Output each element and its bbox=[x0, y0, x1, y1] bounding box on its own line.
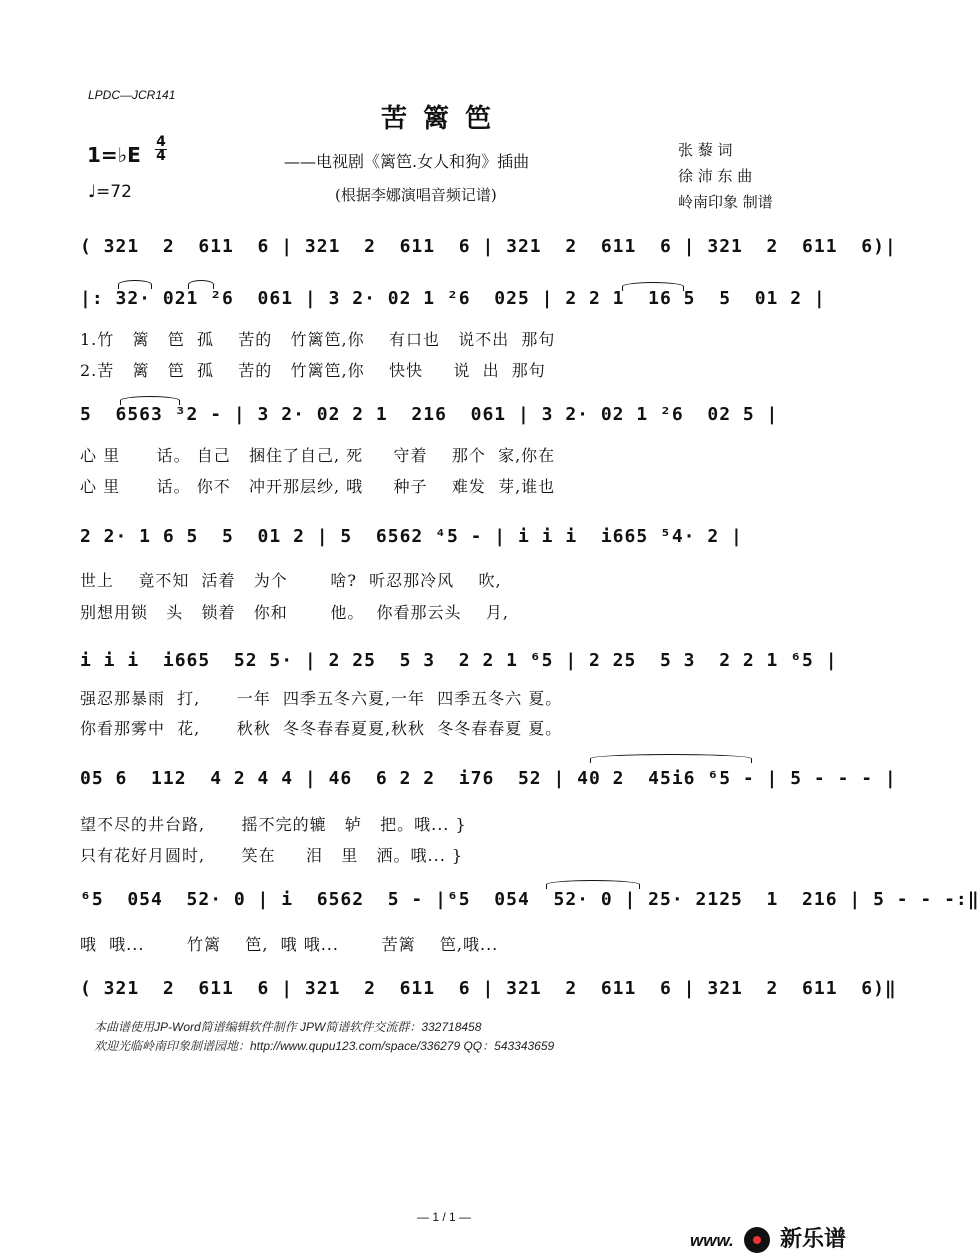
credits bbox=[678, 137, 773, 215]
footer-line-1: 本曲谱使用JP-Word简谱编辑软件制作 JPW简谱软件交流群：332718458 bbox=[94, 1020, 482, 1034]
score-row-1: |: 32· 021 ²6 061 | 3 2· 02 1 ²6 025 | 2 2 1 16 5 5 01 2 | bbox=[80, 288, 826, 309]
slur-mark bbox=[120, 396, 180, 405]
score-row-2: 5 6563 ³2 - | 3 2· 02 2 1 216 061 | 3 2· 02 1 ²6 02 5 | bbox=[80, 404, 779, 425]
slur-mark bbox=[622, 282, 684, 291]
footer-line-2: 欢迎光临岭南印象制谱园地：http://www.qupu123.com/space/336279 QQ：543343659 bbox=[94, 1039, 555, 1053]
footer-notes bbox=[94, 1018, 554, 1056]
transcription-note: (根据李娜演唱音频记谱) bbox=[335, 186, 497, 204]
time-signature bbox=[155, 136, 167, 163]
score-row-4: i i i i665 52 5· | 2 25 5 3 2 2 1 ⁶5 | 2 25 5 3 2 2 1 ⁶5 | bbox=[80, 650, 838, 671]
page-title: 苦篱笆 bbox=[380, 104, 507, 134]
composer-credit: 徐 沛 东 曲 bbox=[678, 167, 753, 185]
watermark-brand: 新乐谱 bbox=[780, 1226, 847, 1251]
slur-mark bbox=[118, 280, 152, 289]
score-row-3: 2 2· 1 6 5 5 01 2 | 5 6562 ⁴5 - | i i i i665 ⁵4· 2 | bbox=[80, 526, 743, 547]
slur-mark bbox=[546, 880, 640, 889]
time-signature-bottom: 4 bbox=[156, 148, 166, 164]
lyric-row-2b: 心 里 话。 你不 冲开那层纱, 哦 种子 难发 芽,谁也 bbox=[80, 477, 556, 496]
lyric-row-3a: 世上 竟不知 活着 为个 啥? 听忍那冷风 吹, bbox=[80, 571, 502, 590]
lyric-row-1b: 2.苦 篱 笆 孤 苦的 竹篱笆,你 快快 说 出 那句 bbox=[80, 361, 546, 380]
score-code: LPDC—JCR141 bbox=[88, 88, 176, 102]
lyric-row-1a: 1.竹 篱 笆 孤 苦的 竹篱笆,你 有口也 说不出 那句 bbox=[80, 330, 556, 349]
watermark-logo bbox=[690, 1222, 846, 1253]
tempo-marking: ♩=72 bbox=[88, 182, 132, 202]
lyric-row-3b: 别想用锁 头 锁着 你和 他。 你看那云头 月, bbox=[80, 603, 509, 622]
record-disc-icon bbox=[744, 1227, 770, 1253]
lyricist-credit: 张 藜 词 bbox=[678, 141, 733, 159]
slur-mark bbox=[590, 754, 752, 763]
watermark-url: www. bbox=[690, 1231, 734, 1250]
arranger-credit: 岭南印象 制谱 bbox=[678, 193, 773, 211]
score-row-6: ⁶5 054 52· 0 | i 6562 5 - |⁶5 054 52· 0 | 25· 2125 1 216 | 5 - - -:‖ bbox=[80, 889, 980, 910]
lyric-row-5a: 望不尽的井台路, 摇不完的辘 轳 把。哦... } bbox=[80, 815, 467, 834]
score-row-5: 05 6 112 4 2 4 4 | 46 6 2 2 i76 52 | 40 2 45i6 ⁶5 - | 5 - - - | bbox=[80, 768, 897, 789]
lyric-row-5b: 只有花好月圆时, 笑在 泪 里 洒。哦... } bbox=[80, 846, 464, 865]
lyric-row-4b: 你看那雾中 花, 秋秋 冬冬春春夏夏,秋秋 冬冬春春夏 夏。 bbox=[80, 719, 563, 738]
score-row-outro: ( 321 2 611 6 | 321 2 611 6 | 321 2 611 6 | 321 2 611 6)‖ bbox=[80, 978, 897, 999]
lyric-row-2a: 心 里 话。 自己 捆住了自己, 死 守着 那个 家,你在 bbox=[80, 446, 556, 465]
key-signature: 1=♭E bbox=[87, 143, 141, 167]
lyric-row-6: 哦 哦... 竹篱 笆, 哦 哦... 苦篱 笆,哦... bbox=[80, 935, 499, 954]
slur-mark bbox=[188, 280, 214, 289]
subtitle: ——电视剧《篱笆.女人和狗》插曲 bbox=[284, 152, 530, 171]
score-row-intro: ( 321 2 611 6 | 321 2 611 6 | 321 2 611 6 | 321 2 611 6)| bbox=[80, 236, 897, 257]
page-number: — 1 / 1 — bbox=[416, 1210, 472, 1224]
time-signature-top: 4 bbox=[156, 134, 166, 150]
lyric-row-4a: 强忍那暴雨 打, 一年 四季五冬六夏,一年 四季五冬六 夏。 bbox=[80, 689, 563, 708]
